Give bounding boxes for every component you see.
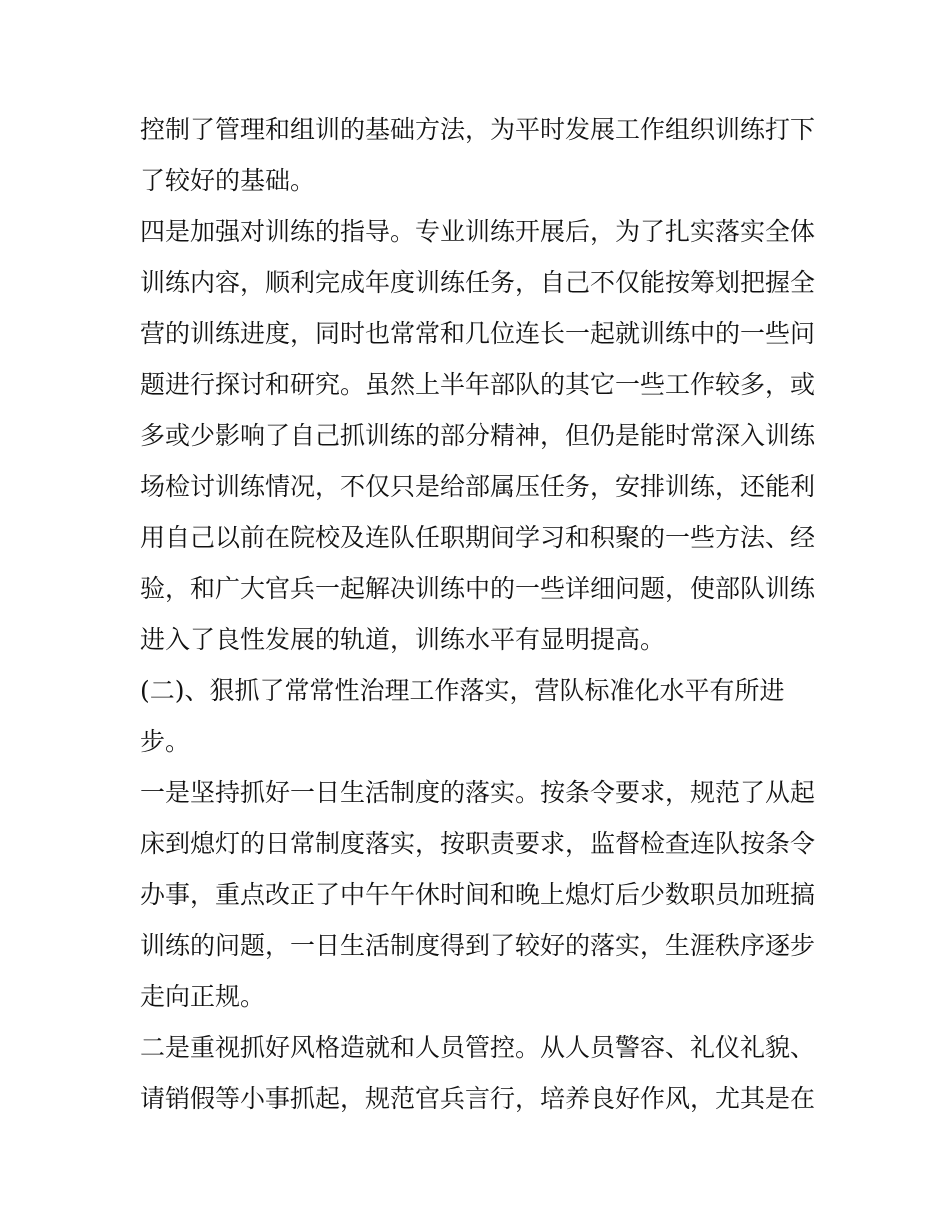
text-line: 二是重视抓好风格造就和人员管控。从人员警容、礼仪礼貌、 bbox=[140, 1033, 816, 1062]
text-line: 床到熄灯的日常制度落实，按职责要求，监督检查连队按条令 bbox=[140, 829, 816, 858]
text-line: 场检讨训练情况，不仅只是给部属压任务，安排训练，还能利 bbox=[140, 472, 816, 501]
text-line: 办事，重点改正了中午午休时间和晚上熄灯后少数职员加班搞 bbox=[140, 880, 816, 909]
text-line: 题进行探讨和研究。虽然上半年部队的其它一些工作较多，或 bbox=[140, 370, 816, 399]
section-heading-continuation: 步。 bbox=[140, 727, 191, 756]
text-line: 训练内容，顺利完成年度训练任务，自己不仅能按筹划把握全 bbox=[140, 268, 816, 297]
text-line: 走向正规。 bbox=[140, 982, 266, 1011]
text-line: 多或少影响了自己抓训练的部分精神，但仍是能时常深入训练 bbox=[140, 421, 816, 450]
text-line: 营的训练进度，同时也常常和几位连长一起就训练中的一些问 bbox=[140, 319, 816, 348]
text-line: 训练的问题，一日生活制度得到了较好的落实，生涯秩序逐步 bbox=[140, 931, 816, 960]
section-heading: (二)、狠抓了常常性治理工作落实，营队标准化水平有所进 bbox=[140, 676, 785, 705]
text-line: 请销假等小事抓起，规范官兵言行，培养良好作风，尤其是在 bbox=[140, 1084, 816, 1113]
text-line: 一是坚持抓好一日生活制度的落实。按条令要求，规范了从起 bbox=[140, 778, 816, 807]
document-body bbox=[140, 104, 820, 1124]
text-line: 进入了良性发展的轨道，训练水平有显明提高。 bbox=[140, 625, 666, 654]
text-line: 控制了管理和组训的基础方法，为平时发展工作组织训练打下 bbox=[140, 115, 816, 144]
text-line: 了较好的基础。 bbox=[140, 166, 316, 195]
text-line: 用自己以前在院校及连队任职期间学习和积聚的一些方法、经 bbox=[140, 523, 816, 552]
text-line: 四是加强对训练的指导。专业训练开展后，为了扎实落实全体 bbox=[140, 217, 816, 246]
text-line: 验，和广大官兵一起解决训练中的一些详细问题，使部队训练 bbox=[140, 574, 816, 603]
